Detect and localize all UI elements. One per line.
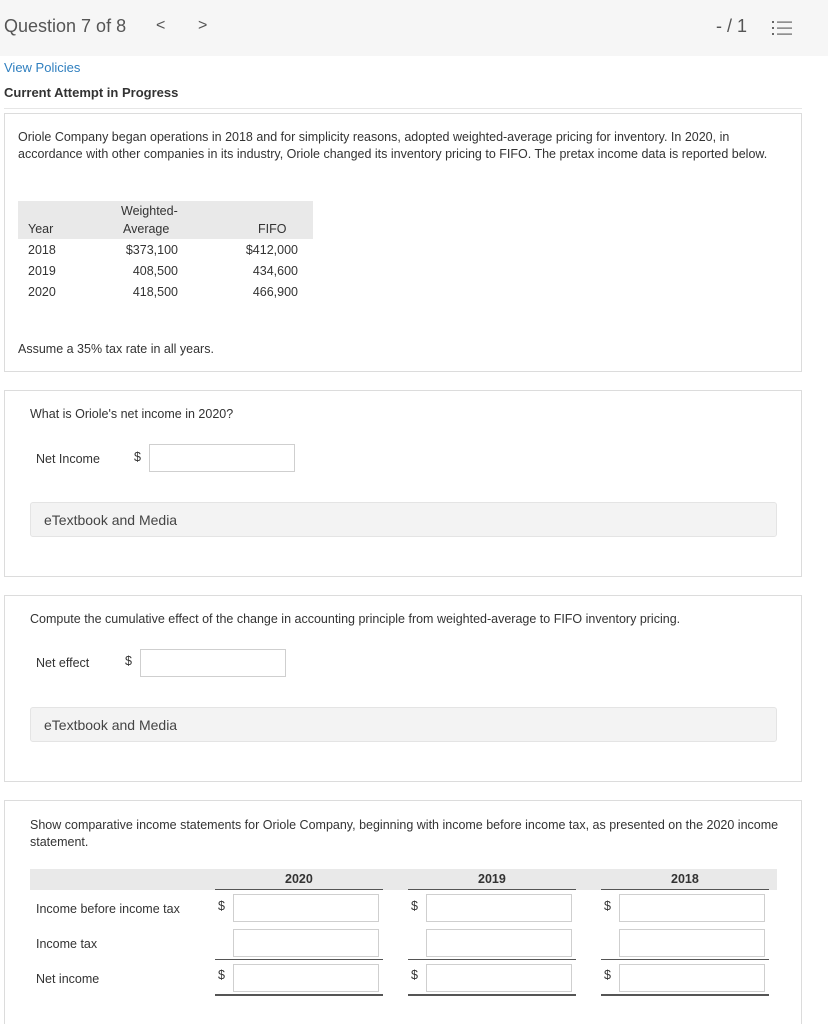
currency-symbol: $ xyxy=(218,968,225,982)
total-double-line xyxy=(408,994,576,996)
score-display: - / 1 xyxy=(716,16,748,36)
income-tax-2019-input[interactable] xyxy=(426,929,572,957)
currency-symbol: $ xyxy=(411,899,418,913)
etextbook-media-label: eTextbook and Media xyxy=(44,512,178,528)
currency-symbol: $ xyxy=(604,968,611,982)
net-income-2020-input[interactable] xyxy=(233,964,379,992)
currency-symbol: $ xyxy=(411,968,418,982)
row-2018-year: 2018 xyxy=(28,243,56,257)
subtotal-line xyxy=(601,959,769,960)
col-header-average: Average xyxy=(123,222,170,236)
year-2019-header: 2019 xyxy=(478,872,506,886)
year-2018-header: 2018 xyxy=(671,872,699,886)
row-2018-wa: $373,100 xyxy=(125,243,178,257)
row-2020-wa: 418,500 xyxy=(132,285,178,299)
income-tax-2018-input[interactable] xyxy=(619,929,765,957)
etextbook-media-label: eTextbook and Media xyxy=(44,717,178,733)
col-header-year: Year xyxy=(28,222,54,236)
currency-symbol: $ xyxy=(218,899,225,913)
part2-question: Compute the cumulative effect of the change in accounting principle from weighted-average to FIFO inventory pricing. xyxy=(30,612,681,626)
total-double-line xyxy=(601,994,769,996)
net-income-label: Net Income xyxy=(36,452,100,466)
part1-question: What is Oriole's net income in 2020? xyxy=(30,407,234,421)
next-question-button[interactable]: > xyxy=(198,17,208,34)
etextbook-media-button[interactable] xyxy=(30,502,777,537)
row-2019-wa: 408,500 xyxy=(132,264,178,278)
net-income-2018-input[interactable] xyxy=(619,964,765,992)
subtotal-line xyxy=(215,959,383,960)
header-divider xyxy=(4,108,802,109)
net-effect-input[interactable] xyxy=(140,649,286,677)
row-2020-year: 2020 xyxy=(28,285,56,299)
net-income-input[interactable] xyxy=(149,444,295,472)
row-2019-year: 2019 xyxy=(28,264,56,278)
subtotal-line xyxy=(408,959,576,960)
attempt-status: Current Attempt in Progress xyxy=(4,85,179,100)
year-underline xyxy=(215,889,383,890)
year-underline xyxy=(601,889,769,890)
part3-panel xyxy=(4,800,802,1024)
tax-assumption: Assume a 35% tax rate in all years. xyxy=(18,342,214,356)
row-label-income-before-tax: Income before income tax xyxy=(36,902,180,916)
income-before-tax-2020-input[interactable] xyxy=(233,894,379,922)
row-2018-fifo: $412,000 xyxy=(245,243,298,257)
part1-panel xyxy=(4,390,802,577)
statement-header xyxy=(30,869,777,890)
problem-intro: Oriole Company began operations in 2018 and for simplicity reasons, adopted weighted-average pricing for inventory. In 2020, in accordance with other companies in its industry, Oriole changed its inventory pricing to FIFO. The pretax income data is reported below. xyxy=(18,130,768,161)
col-header-weighted: Weighted- xyxy=(121,204,178,218)
income-before-tax-2018-input[interactable] xyxy=(619,894,765,922)
part3-question: Show comparative income statements for Oriole Company, beginning with income before income tax, as presented on the 2020 income statement. xyxy=(30,818,779,849)
top-bar xyxy=(0,0,828,56)
previous-question-button[interactable]: < xyxy=(156,17,166,34)
row-2020-fifo: 466,900 xyxy=(252,285,298,299)
year-underline xyxy=(408,889,576,890)
currency-symbol: $ xyxy=(134,450,141,464)
row-label-net-income: Net income xyxy=(36,972,100,986)
row-label-income-tax: Income tax xyxy=(36,937,98,951)
year-2020-header: 2020 xyxy=(285,872,313,886)
view-policies-link[interactable]: View Policies xyxy=(4,60,81,75)
list-icon[interactable] xyxy=(772,19,792,37)
part2-panel xyxy=(4,595,802,782)
currency-symbol: $ xyxy=(604,899,611,913)
net-income-2019-input[interactable] xyxy=(426,964,572,992)
income-before-tax-2019-input[interactable] xyxy=(426,894,572,922)
net-effect-label: Net effect xyxy=(36,656,90,670)
row-2019-fifo: 434,600 xyxy=(252,264,298,278)
problem-panel xyxy=(4,113,802,372)
total-double-line xyxy=(215,994,383,996)
question-counter: Question 7 of 8 xyxy=(4,16,127,36)
etextbook-media-button[interactable] xyxy=(30,707,777,742)
col-header-fifo: FIFO xyxy=(258,222,287,236)
currency-symbol: $ xyxy=(125,654,132,668)
income-tax-2020-input[interactable] xyxy=(233,929,379,957)
